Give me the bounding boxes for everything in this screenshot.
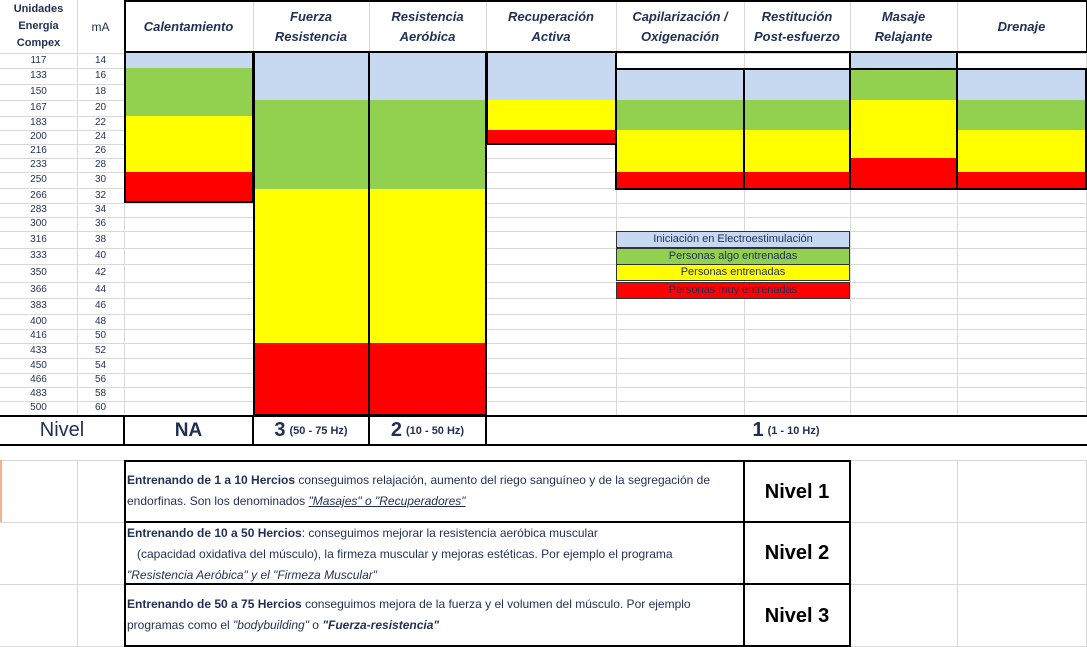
desc3-em1: "bodybuilding" (233, 618, 309, 632)
row-units[interactable]: 483 (30, 388, 47, 399)
band-capil-red[interactable] (616, 172, 744, 188)
legend-muy-entrenadas[interactable]: Personas muy entrenadas (616, 282, 850, 299)
row-units[interactable]: 366 (30, 284, 47, 295)
band-drenaje-yellow[interactable] (957, 130, 1086, 172)
row-ma[interactable]: 60 (94, 402, 107, 413)
row-units[interactable]: 250 (30, 174, 47, 185)
header-masaje-relajante[interactable]: Masaje Relajante (874, 8, 933, 44)
nivel-label[interactable]: Nivel (39, 419, 85, 441)
legend-iniciacion[interactable]: Iniciación en Electroestimulación (616, 231, 850, 248)
row-ma[interactable]: 20 (94, 102, 107, 113)
desc3-text2: o (308, 618, 323, 632)
desc3-text1: conseguimos mejora de la fuerza y el volumen del músculo. Por ejemplo programas como el (127, 597, 691, 632)
row-ma[interactable]: 26 (94, 145, 107, 156)
row-units[interactable]: 466 (30, 374, 47, 385)
row-units[interactable]: 500 (30, 402, 47, 413)
row-units[interactable]: 383 (30, 300, 47, 311)
row-ma[interactable]: 44 (94, 284, 107, 295)
desc2-text1: : conseguimos mejorar la resistencia aeróbica muscular (301, 526, 598, 540)
row-ma[interactable]: 42 (94, 267, 107, 278)
nivel-3-label[interactable]: Nivel 3 (764, 604, 830, 627)
row-ma[interactable]: 56 (94, 374, 107, 385)
row-units[interactable]: 316 (30, 233, 47, 245)
band-masaje-red[interactable] (850, 158, 957, 188)
row-ma[interactable]: 14 (94, 54, 107, 66)
row-ma[interactable]: 40 (94, 250, 107, 261)
row-units[interactable]: 300 (30, 218, 47, 229)
band-masaje-blue[interactable] (850, 53, 957, 68)
band-capil-yellow[interactable] (616, 130, 744, 172)
row-ma[interactable]: 34 (94, 204, 107, 215)
row-ma[interactable]: 28 (94, 159, 107, 170)
header-ma[interactable]: mA (91, 19, 110, 34)
header-outline (124, 0, 1087, 53)
nivel-fuerza-range: (50 - 75 Hz) (289, 424, 348, 437)
desc1-lead: Entrenando de 1 a 10 Hercios (127, 473, 296, 487)
nivel-fuerza[interactable] (253, 417, 369, 444)
row-ma[interactable]: 22 (94, 117, 107, 128)
row-ma[interactable]: 18 (94, 86, 107, 97)
row-ma[interactable]: 52 (94, 344, 107, 356)
description-nivel-2 (124, 523, 747, 586)
row-units[interactable]: 216 (30, 145, 47, 156)
row-units[interactable]: 200 (30, 131, 47, 142)
band-restit-yellow[interactable] (744, 130, 850, 172)
row-units[interactable]: 133 (30, 70, 47, 81)
row-units[interactable]: 233 (30, 159, 47, 170)
nivel-2-label[interactable]: Nivel 2 (764, 541, 830, 564)
row-ma[interactable]: 30 (94, 174, 107, 185)
header-fuerza-resistencia[interactable]: Fuerza Resistencia (274, 8, 348, 44)
nivel-rest-number: 1 (752, 419, 764, 441)
desc2-lead: Entrenando de 10 a 50 Hercios (127, 526, 302, 540)
band-drenaje-green[interactable] (957, 100, 1086, 130)
outline-fuerza-aerobica (253, 53, 487, 416)
row-ma[interactable]: 32 (94, 189, 107, 201)
desc3-lead: Entrenando de 50 a 75 Hercios (127, 597, 302, 611)
band-masaje-yellow[interactable] (850, 100, 957, 158)
desc1-em: "Masajes" o "Recuperadores" (308, 494, 466, 508)
header-capilarizacion[interactable]: Capilarización / Oxigenación (632, 8, 728, 44)
band-drenaje-red[interactable] (957, 172, 1086, 188)
row-units[interactable]: 266 (30, 189, 47, 201)
row-ma[interactable]: 54 (94, 359, 107, 371)
row-ma[interactable]: 16 (94, 70, 107, 81)
header-recuperacion-activa[interactable]: Recuperación Activa (508, 8, 594, 44)
nivel-fuerza-number: 3 (274, 419, 286, 441)
row-units[interactable]: 283 (30, 204, 47, 215)
row-units[interactable]: 350 (30, 267, 47, 278)
row-ma[interactable]: 48 (94, 315, 107, 327)
nivel-aerobica-range: (10 - 50 Hz) (406, 424, 465, 437)
desc3-em2: "Fuerza-resistencia" (322, 618, 440, 632)
description-nivel-3 (124, 594, 747, 636)
band-drenaje-blue[interactable] (957, 70, 1086, 100)
header-resistencia-aerobica[interactable]: Resistencia Aeróbica (391, 8, 464, 44)
row-ma[interactable]: 36 (94, 218, 107, 229)
nivel-aerobica-number: 2 (390, 419, 403, 441)
band-capil-green[interactable] (616, 100, 744, 130)
row-units[interactable]: 400 (30, 315, 47, 327)
row-ma[interactable]: 24 (94, 131, 107, 142)
row-units[interactable]: 433 (30, 344, 47, 356)
header-calentamiento[interactable]: Calentamiento (143, 18, 234, 34)
outline-calentamiento (124, 53, 254, 203)
band-capil-blue[interactable] (616, 70, 744, 100)
band-restit-blue[interactable] (744, 70, 850, 100)
row-ma[interactable]: 50 (94, 330, 107, 341)
nivel-rest-range: (1 - 10 Hz) (767, 424, 820, 437)
row-units[interactable]: 150 (30, 86, 47, 97)
desc1-text: conseguimos relajación, aumento del riego sanguíneo y de la segregación de endorfinas. Son los denominados (127, 473, 710, 508)
row-units[interactable]: 167 (30, 102, 47, 113)
nivel-rest[interactable] (486, 417, 1086, 444)
header-drenaje[interactable]: Drenaje (997, 18, 1046, 34)
nivel-aerobica[interactable] (369, 417, 486, 444)
description-nivel-1 (124, 470, 747, 512)
legend-algo-entrenadas[interactable]: Personas algo entrenadas (616, 248, 850, 265)
band-restit-green[interactable] (744, 100, 850, 130)
row-units[interactable]: 450 (30, 359, 47, 371)
band-masaje-green[interactable] (850, 68, 957, 100)
row-units[interactable]: 416 (30, 330, 47, 341)
outline-recuperacion (486, 53, 617, 145)
row-units[interactable]: 183 (30, 117, 47, 128)
legend-entrenadas[interactable]: Personas entrenadas (616, 264, 850, 281)
row-ma[interactable]: 58 (94, 388, 107, 399)
header-units[interactable]: Unidades Energía Compex (13, 3, 64, 49)
desc2-em: "Resistencia Aeróbica" y el "Firmeza Muscular" (127, 568, 378, 582)
row-ma[interactable]: 46 (94, 300, 107, 311)
band-restit-red[interactable] (744, 172, 850, 188)
nivel-calentamiento[interactable]: NA (174, 419, 203, 441)
desc2-text2: (capacidad oxidativa del músculo), la firmeza muscular y mejoras estéticas. Por ejemplo el programa (137, 547, 673, 561)
nivel-1-label[interactable]: Nivel 1 (764, 480, 830, 503)
row-ma[interactable]: 38 (94, 233, 107, 245)
row-units[interactable]: 117 (30, 54, 47, 66)
header-restitucion[interactable]: Restitución Post-esfuerzo (754, 8, 840, 44)
row-units[interactable]: 333 (30, 250, 47, 261)
